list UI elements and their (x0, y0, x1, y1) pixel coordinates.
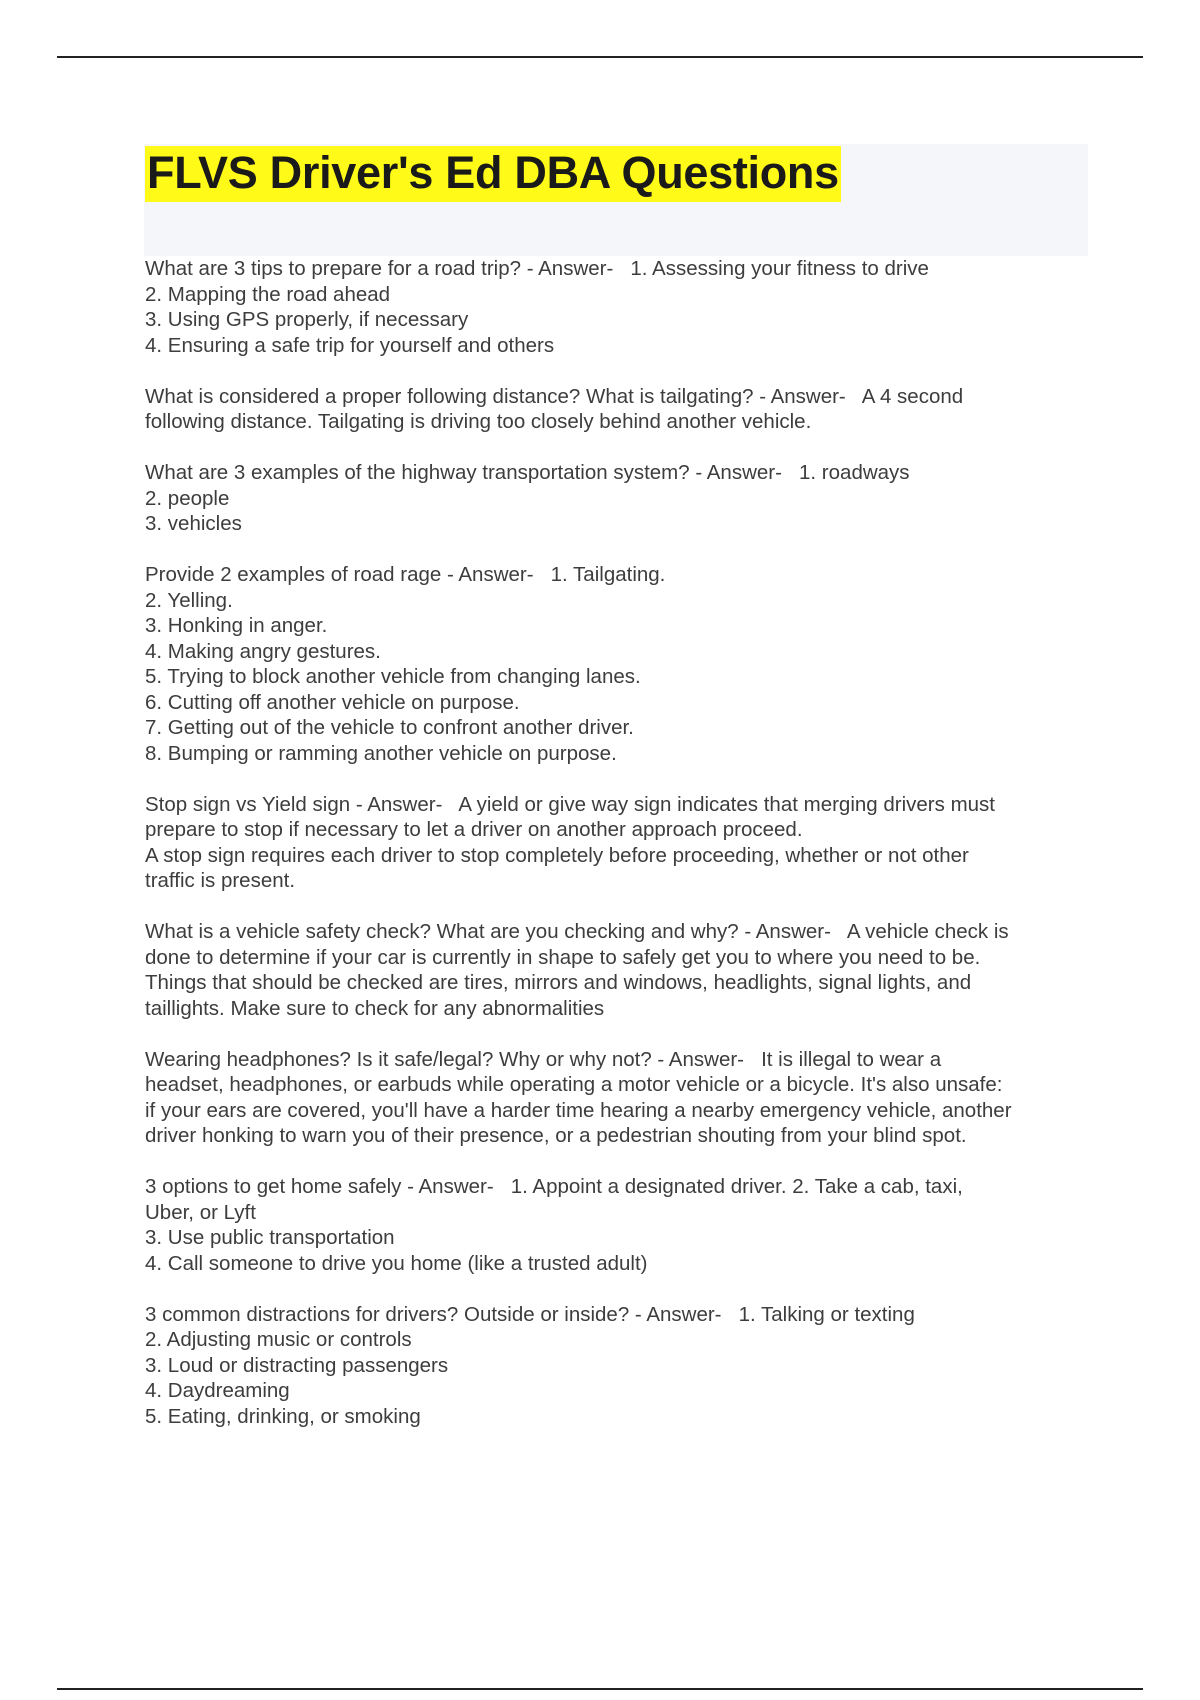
qa-line: 2. Mapping the road ahead (145, 282, 391, 306)
qa-line: 4. Ensuring a safe trip for yourself and others (145, 333, 555, 357)
qa-line: 3 common distractions for drivers? Outside or inside? - Answer- 1. Talking or texting (145, 1302, 915, 1326)
qa-line: 6. Cutting off another vehicle on purpose. (145, 690, 520, 714)
qa-line: What is considered a proper following distance? What is tailgating? - Answer- A 4 second (145, 384, 964, 408)
qa-item (145, 384, 1090, 435)
qa-line: Uber, or Lyft (145, 1200, 256, 1224)
qa-item (145, 792, 1090, 894)
qa-line: 4. Call someone to drive you home (like a trusted adult) (145, 1251, 648, 1275)
qa-line: prepare to stop if necessary to let a driver on another approach proceed. (145, 818, 803, 841)
qa-line: 2. Adjusting music or controls (145, 1328, 412, 1351)
qa-line: Wearing headphones? Is it safe/legal? Why or why not? - Answer- It is illegal to wear a (145, 1047, 942, 1071)
top-divider (57, 56, 1143, 58)
qa-line: done to determine if your car is currently in shape to safely get you to where you need to be. (145, 945, 981, 969)
qa-item (145, 1302, 1090, 1430)
qa-line: driver honking to warn you of their presence, or a pedestrian shouting from your blind spot. (145, 1124, 967, 1147)
page-title: FLVS Driver's Ed DBA Questions (145, 146, 841, 202)
qa-line: 3. vehicles (145, 512, 242, 535)
qa-item (145, 1047, 1090, 1149)
qa-line: 3. Loud or distracting passengers (145, 1353, 449, 1377)
qa-line: 3. Using GPS properly, if necessary (145, 308, 469, 331)
qa-line: A stop sign requires each driver to stop completely before proceeding, whether or not other (145, 843, 969, 867)
qa-line: 4. Daydreaming (145, 1379, 290, 1402)
qa-line: 2. people (145, 486, 230, 510)
qa-item (145, 460, 1090, 537)
qa-line: What is a vehicle safety check? What are you checking and why? - Answer- A vehicle check is (145, 920, 1009, 943)
qa-line: if your ears are covered, you'll have a harder time hearing a nearby emergency vehicle, another (145, 1098, 1012, 1122)
qa-list (145, 256, 1090, 1455)
qa-line: What are 3 tips to prepare for a road trip? - Answer- 1. Assessing your fitness to drive (145, 257, 929, 280)
qa-line: Stop sign vs Yield sign - Answer- A yield or give way sign indicates that merging drivers must (145, 792, 995, 816)
bottom-divider (57, 1688, 1143, 1690)
qa-line: following distance. Tailgating is driving too closely behind another vehicle. (145, 410, 812, 433)
qa-line: taillights. Make sure to check for any abnormalities (145, 996, 605, 1020)
qa-line: 8. Bumping or ramming another vehicle on purpose. (145, 741, 617, 765)
qa-line: 2. Yelling. (145, 588, 233, 612)
qa-line: 3. Use public transportation (145, 1226, 395, 1249)
qa-item (145, 256, 1090, 358)
qa-line: 5. Eating, drinking, or smoking (145, 1404, 421, 1428)
qa-line: 4. Making angry gestures. (145, 639, 381, 663)
qa-line: traffic is present. (145, 869, 296, 892)
qa-item (145, 1174, 1090, 1276)
qa-line: Provide 2 examples of road rage - Answer- 1. Tailgating. (145, 563, 666, 586)
qa-line: 3. Honking in anger. (145, 614, 328, 637)
qa-line: What are 3 examples of the highway transportation system? - Answer- 1. roadways (145, 461, 910, 484)
qa-line: headset, headphones, or earbuds while operating a motor vehicle or a bicycle. It's also unsafe: (145, 1073, 1003, 1096)
qa-item (145, 919, 1090, 1021)
qa-item (145, 562, 1090, 766)
qa-line: 3 options to get home safely - Answer- 1. Appoint a designated driver. 2. Take a cab, taxi, (145, 1175, 963, 1198)
qa-line: 5. Trying to block another vehicle from changing lanes. (145, 665, 641, 688)
qa-line: 7. Getting out of the vehicle to confront another driver. (145, 716, 634, 739)
qa-line: Things that should be checked are tires, mirrors and windows, headlights, signal lights, and (145, 971, 972, 994)
